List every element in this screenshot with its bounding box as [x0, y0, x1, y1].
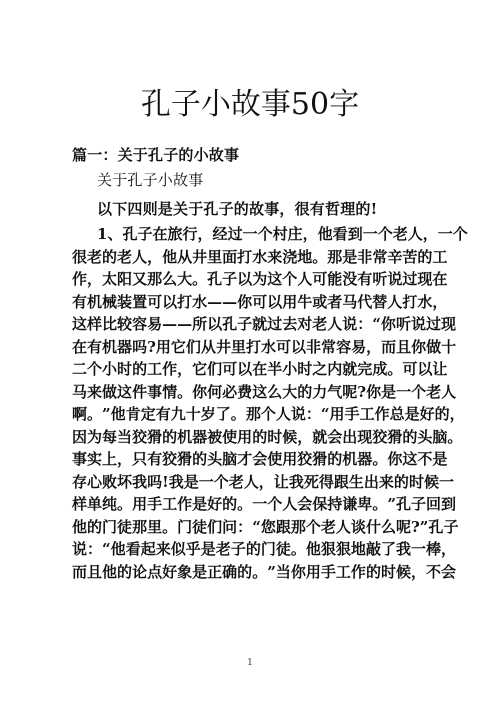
- story-line: 马 来 做 这 件 事 情 。 你 何 必 费 这 么 大 的 力 气 呢 ? 你 是 一 个 老 人: [72, 382, 457, 401]
- story-line: 而 且 他 的 论 点 好 象 是 正 确 的 。 ” 当 你 用 手 工 作 的 时 候 ， 不 会: [72, 562, 457, 581]
- story-line: 二 个 小 时 的 工 作 ， 它 们 可 以 在 半 小 时 之 内 就 完 成 。 可 以 让: [72, 360, 448, 378]
- story-line: 作 ， 太 阳 又 那 么 大 。 孔 子 以 为 这 个 人 可 能 没 有 听 说 过 现 在: [72, 270, 448, 288]
- story-line: 样 单 纯 。 用 手 工 作 是 好 的 。 一 个 人 会 保 持 谦 卑 。 ” 孔 子 回 到: [72, 495, 457, 513]
- intro-line: 以下四则是关于孔子的故事，很有哲理的!: [97, 200, 378, 218]
- story-line: 他 的 门 徒 那 里 。 门 徒 们 问 ： “ 您 跟 那 个 老 人 谈 什 么 呢 ? ” 孔 子: [72, 517, 459, 536]
- story-line: 有 机 械 装 置 可 以 打 水 — — 你 可 以 用 牛 或 者 马 代 替 人 打 水 ，: [72, 292, 448, 311]
- story-line: 说 ： “ 他 看 起 来 似 乎 是 老 子 的 门 徒 。 他 狠 狠 地 敲 了 我 一 棒 ，: [72, 540, 457, 558]
- section-heading: 篇一：关于孔子的小故事: [72, 146, 240, 164]
- story-body: [72, 223, 468, 583]
- story-line: 因 为 每 当 狡 猾 的 机 器 被 使 用 的 时 候 ， 就 会 出 现 狡 猾 的 头 脑 。: [72, 427, 463, 446]
- story-line: 在 有 机 器 吗 ? 用 它 们 从 井 里 打 水 可 以 非 常 容 易 ， 而 且 你 做 十: [72, 337, 457, 356]
- story-line: 啊 。 ” 他 肯 定 有 九 十 岁 了 。 那 个 人 说 ： “ 用 手 工 作 总 是 好 的 ，: [72, 405, 465, 423]
- story-line: 事 实 上 ， 只 有 狡 猾 的 头 脑 才 会 使 用 狡 猾 的 机 器 。 你 这 不 是: [72, 450, 448, 468]
- story-line: 1 、 孔 子 在 旅 行 ， 经 过 一 个 村 庄 ， 他 看 到 一 个 老 人 ， 一 个: [97, 225, 468, 243]
- document-title: 孔子小故事50字: [140, 87, 360, 122]
- subheading: 关于孔子小故事: [97, 171, 204, 189]
- story-line: 存 心 败 坏 我 吗 ! 我 是 一 个 老 人 ， 让 我 死 得 跟 生 出 来 的 时 候 一: [72, 472, 454, 491]
- story-line: 这 样 比 较 容 易 — — 所 以 孔 子 就 过 去 对 老 人 说 ： “ 你 听 说 过 现: [72, 315, 456, 333]
- page-number: 1: [247, 658, 253, 668]
- story-line: 很 老 的 老 人 ， 他 从 井 里 面 打 水 来 浇 地 。 那 是 非 常 辛 苦 的 工: [72, 247, 448, 266]
